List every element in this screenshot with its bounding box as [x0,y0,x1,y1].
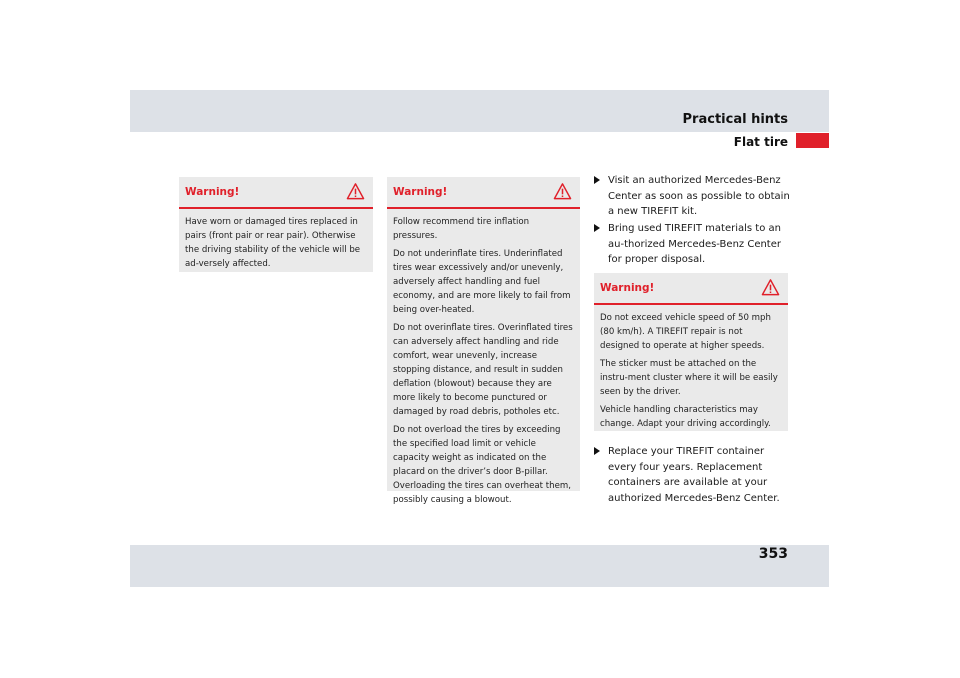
warning-paragraph: Do not overinflate tires. Overinflated tires can adversely affect handling and ride comfort, wear unevenly, increase stopping distance, and result in sudden deflation (blowout) because they are more likely to become punctured or damaged by road debris, potholes etc. [393,323,573,417]
warning-paragraph: The sticker must be attached on the instru-ment cluster where it will be easily seen by the driver. [600,359,778,397]
warning-title: Warning! [185,186,240,198]
section-tab-marker [796,133,829,148]
section-title: Practical hints [682,112,788,127]
warning-header [387,177,580,209]
sub-title: Flat tire [733,135,788,149]
warning-box-speed [594,273,788,431]
warning-header [594,273,788,305]
footer-band [130,545,829,587]
warning-paragraph: Vehicle handling characteristics may change. Adapt your driving accordingly. [600,405,771,429]
bullet-arrow-icon [594,176,600,184]
warning-paragraph: Follow recommend tire inflation pressures. [393,217,530,241]
warning-paragraph: Have worn or damaged tires replaced in pairs (front pair or rear pair). Otherwise the driving stability of the vehicle will be ad-versely affected. [185,217,361,269]
warning-body [179,209,373,277]
bullet-arrow-icon [594,224,600,232]
warning-paragraph: Do not overload the tires by exceeding the specified load limit or vehicle capacity weight as indicated on the placard on the driver’s door B-pillar. Overloading the tires can overheat them, possibly causing a blowout. [393,425,571,505]
warning-body [594,305,788,437]
bullet-item-disposal [594,221,792,268]
bullet-arrow-icon [594,447,600,455]
warning-box-worn-tires [179,177,373,272]
warning-triangle-icon [761,278,780,297]
warning-triangle-icon [553,182,572,201]
warning-title: Warning! [600,282,655,294]
bullet-item-new-kit [594,173,792,220]
bullet-text: Replace your TIREFIT container every four years. Replacement containers are available at your authorized Mercedes-Benz Center. [608,446,780,504]
warning-paragraph: Do not underinflate tires. Underinflated tires wear excessively and/or unevenly, adversely affect handling and fuel economy, and are more likely to fail from being over-heated. [393,249,571,315]
warning-box-inflation [387,177,580,505]
bullet-text: Bring used TIREFIT materials to an au-thorized Mercedes-Benz Center for proper disposal. [608,223,781,265]
warning-triangle-icon [346,182,365,201]
page-number: 353 [758,546,788,562]
warning-header [179,177,373,209]
bullet-text: Visit an authorized Mercedes-Benz Center as soon as possible to obtain a new TIREFIT kit. [608,175,790,217]
bullet-item-replace-container [594,444,792,506]
warning-paragraph: Do not exceed vehicle speed of 50 mph (80 km/h). A TIREFIT repair is not designed to operate at higher speeds. [600,313,771,351]
warning-title: Warning! [393,186,448,198]
warning-body [387,209,580,513]
